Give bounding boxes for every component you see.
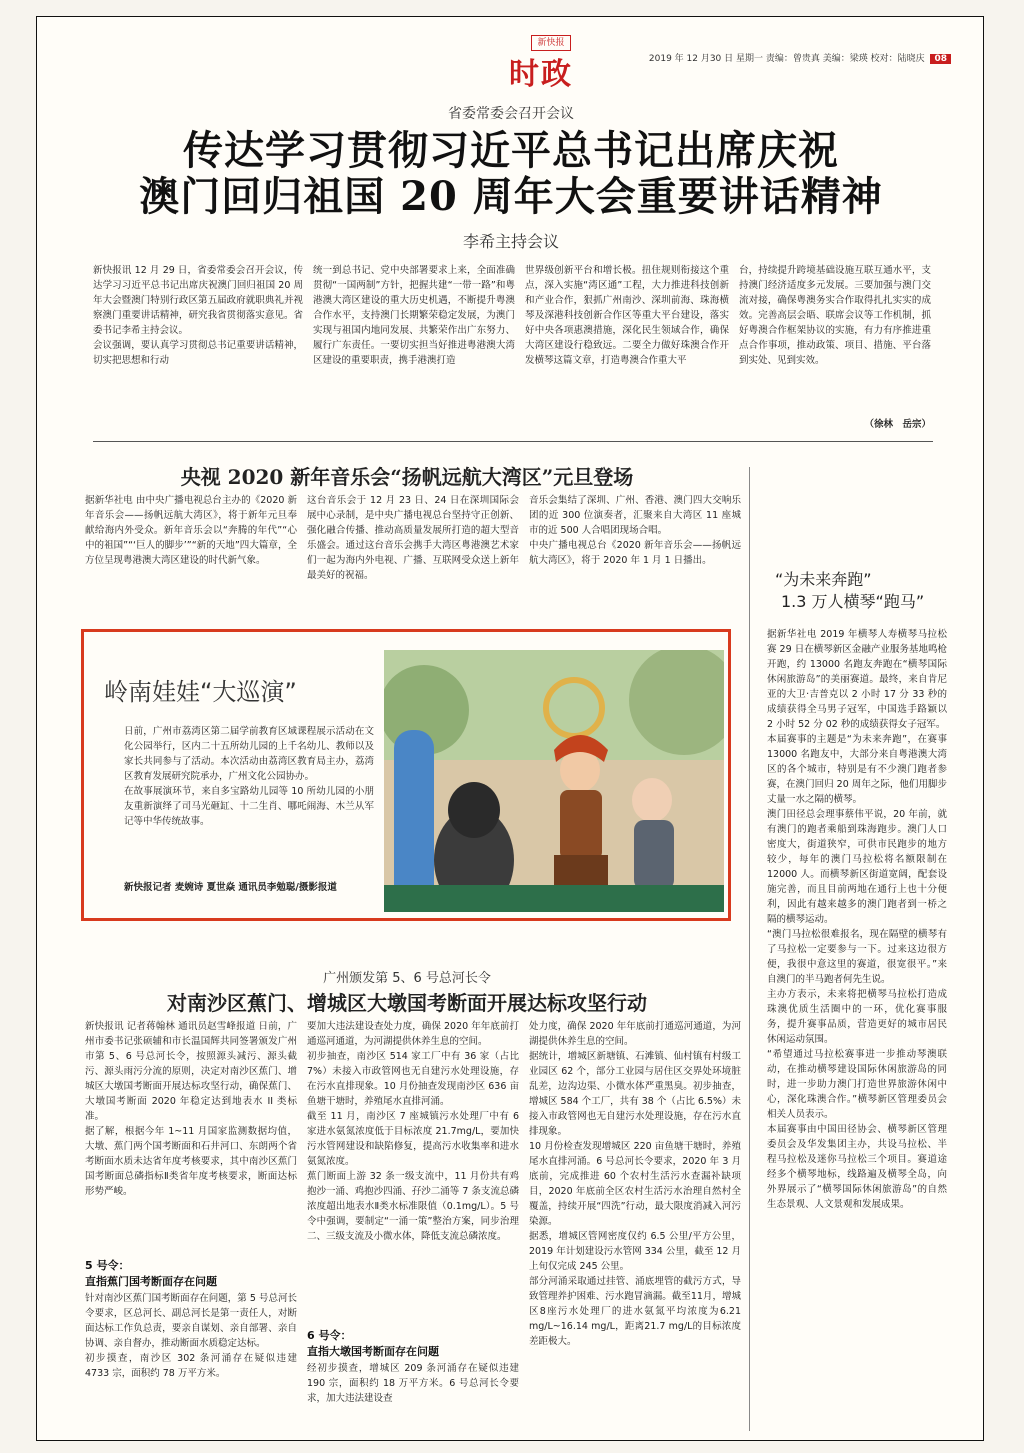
section-title: 时政 <box>509 57 573 92</box>
story2-headline: 央视 2020 新年音乐会“扬帆远航大湾区”元旦登场 <box>180 465 634 489</box>
dateline <box>649 51 951 64</box>
story3-column-2b-text: 经初步摸查，增城区 209 条河涌存在疑似违建 190 宗，面积约 18 万平方米。6 号总河长令要求，加大违法建设查 <box>307 1363 519 1404</box>
story3-column-2-text: 要加大违法建设查处力度，确保 2020 年年底前打通巡河通道，为河湖提供休养生息的空间。 初步抽查，南沙区 514 家工厂中有 36 家（占比 7%）未接入市政管网也无自建污水处理设施，存在污水直排现象。10 月份抽查发现南沙区 636 亩鱼塘干塘时，养殖尾水直排河涌。 截至 11 月，南沙区 7 座城镇污水处理厂中有 6 家进水氨氮浓度低于目标浓度 21.7mg/L，要加快污水管网建设和缺陷修复，提高污水收集率和进水氨氮浓度。 蕉门断面上游 32 条一级支流中，11 月份共有鸡抱沙一涌、鸡抱沙四涌、孖沙二涌等 7 条支流总磷浓度超出地表水Ⅱ类水标准限值（0.1mg/L）。5 号令中强调，要制定“一涌一策”整治方案，同步治理二、三级支流及小微水体，降低支流总磷浓度。 <box>307 1021 519 1242</box>
column-divider-lower <box>749 961 750 1431</box>
story3-sub6-title: 直指大墩国考断面存在问题 <box>307 1345 439 1358</box>
story3-kicker: 广州颁发第 5、6 号总河长令 <box>323 971 491 986</box>
story2-column-1 <box>85 493 297 611</box>
lead-column-3-text: 世界级创新平台和增长极。扭住规则衔接这个重点，深入实施“湾区通”工程，大力推进科技创新和产业合作，狠抓广州南沙、深圳前海、珠海横琴及深港科技创新合作区等重大平台建设，落实好中央各项惠澳措施，深化民生领域合作，确保大湾区建设行稳致远。二要全力做好珠澳合作开发横琴这篇文章，打造粤澳合作重大平 <box>525 265 729 366</box>
lead-byline: （徐林 岳宗） <box>864 419 931 430</box>
lead-column-3 <box>525 263 729 435</box>
page-number: 08 <box>930 54 951 64</box>
lead-column-2-text: 统一到总书记、党中央部署要求上来，全面准确贯彻“一国两制”方针，把握共建“一带一路”和粤港澳大湾区建设的重大历史机遇，不断提升粤澳合作水平，支持澳门长期繁荣稳定发展，为澳门实现与祖国内地同发展、共繁荣作出广东努力、履行广东责任。一要切实担当好推进粤港澳大湾区建设的重要职责，携手港澳打造 <box>313 265 515 366</box>
dateline-text: 2019 年 12 月30 日 星期一 责编：曾贵真 美编：梁瑛 校对：陆晓庆 <box>648 54 925 64</box>
story2-column-1-text: 据新华社电 由中央广播电视总台主办的《2020 新年音乐会——扬帆远航大湾区》，将于新年元旦奉献给海内外受众。新年音乐会以“奔腾的年代”“心中的祖国”“‘巨人的脚步’”“新的天地”四大篇章，全方位呈现粤港澳大湾区建设的时代新气象。 <box>85 495 297 566</box>
photo-feature-box <box>81 629 731 921</box>
column-divider <box>749 467 750 967</box>
sidebar-title-line1: “为未来奔跑” <box>775 570 872 589</box>
story3-headline: 对南沙区蕉门、增城区大墩国考断面开展达标攻坚行动 <box>167 991 647 1015</box>
lead-column-4-text: 台，持续提升跨境基础设施互联互通水平，支持澳门经济适度多元发展。三要加强与澳门交流对接，确保粤澳务实合作取得扎扎实实的成效。完善高层会晤、联席会议等工作机制，抓好粤澳合作框架协议的实施，有力有序推进重点合作事项，推动政策、项目、措施、平台落到实处、见到实效。 <box>739 265 931 366</box>
story3-column-3 <box>529 1019 741 1411</box>
sidebar-text <box>767 627 947 1417</box>
divider-rule <box>93 441 933 442</box>
photo-feature-text-body: 日前，广州市荔湾区第二届学前教育区域课程展示活动在文化公园举行，区内二十五所幼儿园的上千名幼儿、教师以及家长共同参与了活动。本次活动由荔湾区教育局主办，荔湾区教育发展研究院承办，广州文化公园协办。 在故事展演环节，来自多宝路幼儿园等 10 所幼儿园的小朋友重新演绎了司马光砸缸、十二生肖、哪吒闹海、木兰从军记等中华传统故事。 <box>124 726 374 827</box>
story3-column-1b-text: 针对南沙区蕉门国考断面存在问题，第 5 号总河长令要求，区总河长、副总河长是第一责任人，对断面达标工作负总责，要亲自谋划、亲自部署、亲自协调、亲自督办，推动断面水质稳定达标。 初步摸查，南沙区 302 条河涌存在疑似违建 4733 宗，面积约 78 万平方米。 <box>85 1293 297 1379</box>
lead-column-1 <box>93 263 303 435</box>
story3-column-1b <box>85 1291 297 1411</box>
story3-sub6-label: 6 号令： <box>307 1329 352 1342</box>
story2-column-2-text: 这台音乐会于 12 月 23 日、24 日在深圳国际会展中心录制，是中央广播电视总台坚持守正创新、强化融合传播、推动高质量发展所打造的超大型音乐盛会。通过这台音乐会携手大湾区粤港澳艺术家们一起为海内外电视、广播、互联网受众送上新年最美好的祝福。 <box>307 495 519 581</box>
photo-feature-title: 岭南娃娃“大巡演” <box>104 678 297 706</box>
lead-headline-line2: 澳门回归祖国 20 周年大会重要讲话精神 <box>139 173 883 220</box>
newspaper-page <box>36 16 984 1441</box>
lead-column-4 <box>739 263 931 415</box>
photo-illustration <box>384 650 724 912</box>
lead-column-2 <box>313 263 515 435</box>
story3-column-2 <box>307 1019 519 1319</box>
photo-feature-text <box>124 724 374 880</box>
story2-column-2 <box>307 493 519 611</box>
story3-column-3-text: 处力度，确保 2020 年年底前打通巡河通道，为河湖提供休养生息的空间。 据统计，增城区新塘镇、石滩镇、仙村镇有村级工业园区 62 个，部分工业园与居住区交界处环境脏乱差，边沟边渠、小微水体严重黑臭。初步抽查，增城区 584 个工厂，共有 38 个（占比 6.5%）未接入市政管网也无自建污水处理设施，存在污水直排现象。 10 月份检查发现增城区 220 亩鱼塘干塘时，养殖尾水直排河涌。6 号总河长令要求，2020 年 3 月底前，完成推进 60 个农村生活污水查漏补缺项目，2020 年底前全区农村生活污水治理自然村全覆盖，持续开展“四洗”行动，最大限度消减入河污染源。 据悉，增城区管网密度仅约 6.5 公里/平方公里，2019 年计划建设污水管网 334 公里，截至 12 月上旬仅完成 245 公里。 部分河涌采取通过挂管、涌底埋管的截污方式，导致管理养护困难、污水跑冒滴漏。截至11月，增城区8座污水处理厂的进水氨氮平均浓度为6.21 mg/L~16.14 mg/L，距离21.7 mg/L的目标浓度差距极大。 <box>529 1021 741 1347</box>
lead-column-1-text: 新快报讯 12 月 29 日，省委常委会召开会议，传达学习习近平总书记出席庆祝澳门回归祖国 20 周年大会暨澳门特别行政区第五届政府就职典礼并视察澳门重要讲话精神，研究我省贯彻落实意见。省委书记李希主持会议。 会议强调，要认真学习贯彻总书记重要讲话精神，切实把思想和行动 <box>93 265 303 366</box>
story3-sub5-label: 5 号令： <box>85 1259 130 1272</box>
children-performance-photo <box>384 650 724 912</box>
paper-badge: 新快报 <box>531 35 571 51</box>
lead-headline-line1: 传达学习贯彻习近平总书记出席庆祝 <box>183 127 839 174</box>
story3-column-2b <box>307 1361 519 1411</box>
sidebar-title-line2: 1.3 万人横琴“跑马” <box>781 592 925 611</box>
story2-column-3 <box>529 493 741 611</box>
story3-sub5-title: 直指蕉门国考断面存在问题 <box>85 1275 217 1288</box>
lead-subhead: 李希主持会议 <box>462 232 559 251</box>
story2-column-3-text: 音乐会集结了深圳、广州、香港、澳门四大交响乐团的近 300 位演奏者，汇聚来自大湾区 11 座城市的近 500 人合唱团现场合唱。 中央广播电视总台《2020 新年音乐会——扬帆远航大湾区》，将于 2020 年 1 月 1 日播出。 <box>529 495 741 566</box>
story3-column-1-text: 新快报讯 记者蒋翰林 通讯员赵雪峰报道 日前，广州市委书记张硕辅和市长温国辉共同签署颁发广州市第 5、6 号总河长令，按照源头减污、源头截污、源头雨污分流的原则，决定对南沙区蕉门、增城区大墩国考断面开展达标攻坚行动，确保蕉门、大墩国考断面 2020 年稳定达到地表水 II 类标准。 据了解，根据今年 1~11 月国家监测数据均值，大墩、蕉门两个国考断面和石井河口、东朗两个省考断面水质未达省年度考核要求，其中南沙区蕉门国考断面总磷指标Ⅱ类省年度考核要求，断面达标形势严峻。 <box>85 1021 297 1197</box>
lead-kicker: 省委常委会召开会议 <box>448 106 574 122</box>
photo-credit: 新快报记者 麦婉诗 夏世焱 通讯员李勉聪/摄影报道 <box>124 882 337 893</box>
sidebar-text-body: 据新华社电 2019 年横琴人寿横琴马拉松赛 29 日在横琴新区金融产业服务基地鸣枪开跑，约 13000 名跑友奔跑在“横琴国际休闲旅游岛”的美丽赛道。最终，来自肯尼亚的大卫·吉普克以 2 小时 17 分 33 秒的成绩获得全马男子冠军，中国选手路颖以 2 小时 52 分 02 秒的成绩获得女子冠军。 本届赛事的主题是“为未来奔跑”，在赛事 13000 名跑友中，大部分来自粤港澳大湾区的各个城市，特别是有不少澳门跑者参赛，在澳门回归 20 周年之际，他们用脚步丈量一水之隔的横琴。 澳门田径总会理事蔡伟平说，20 年前，就有澳门的跑者乘船到珠海跑步。澳门人口密度大，街道狭窄，可供市民跑步的地方较少，每年的澳门马拉松将名额限制在 12000 人。而横琴新区街道宽阔，配套设施完善，而且目前两地在通行上也十分便利，因此有越来越多的澳门跑者到一桥之隔的横琴运动。 “澳门马拉松很难报名，现在隔壁的横琴有了马拉松一定要参与一下。过来这边很方便，我很中意这里的赛道，很宽很平。”来自澳门的半马跑者何先生说。 主办方表示，未来将把横琴马拉松打造成珠澳优质生活圈中的一环，优化赛事服务，提升赛事品质，营造更好的城市居民休闲运动氛围。 “希望通过马拉松赛事进一步推动琴澳联动，在推动横琴建设国际休闲旅游岛的同时，进一步助力澳门打造世界旅游休闲中心，深化珠澳合作。”横琴新区管理委员会相关人员表示。 本届赛事由中国田径协会、横琴新区管理委员会及华发集团主办，共设马拉松、半程马拉松及迷你马拉松三个项目。赛道途经多个横琴地标，线路遍及横琴全岛，向外界展示了“横琴国际休闲旅游岛”的自然生态景观、人文景观和发展成果。 <box>767 629 947 1210</box>
story3-column-1 <box>85 1019 297 1251</box>
